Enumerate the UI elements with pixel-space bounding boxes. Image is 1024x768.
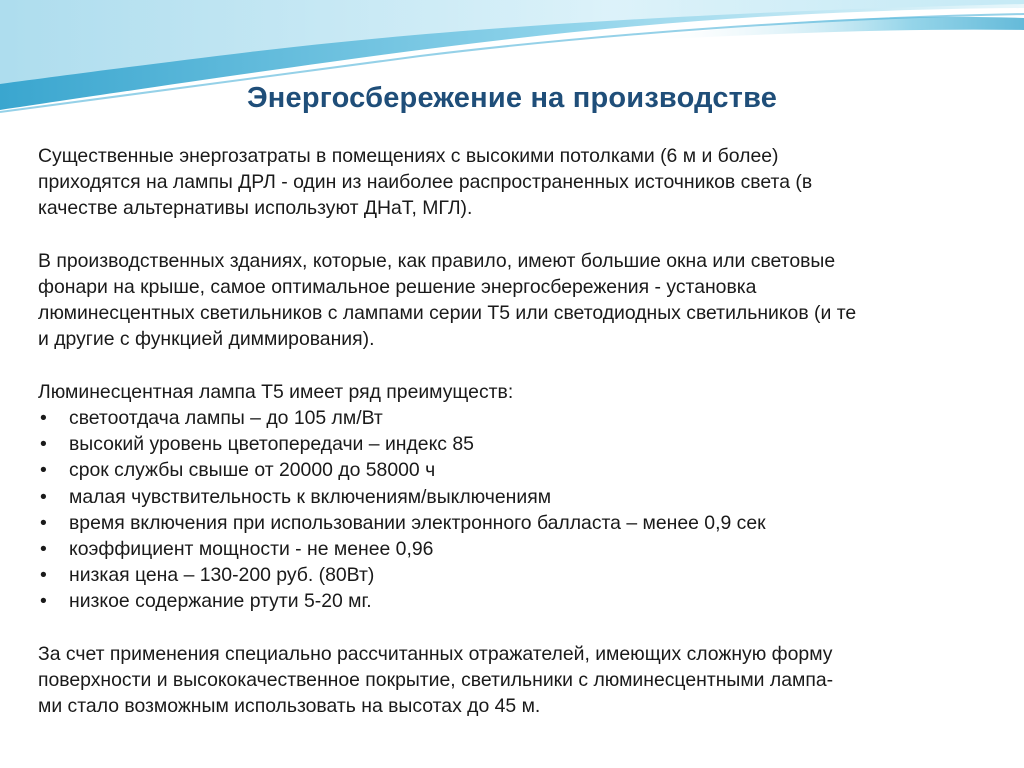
text-line: ми стало возможным использовать на высотах до 45 м. xyxy=(38,695,541,718)
list-item xyxy=(38,510,988,536)
list-item xyxy=(38,536,988,562)
bullet-icon: • xyxy=(40,564,47,587)
text-line: и другие с функцией диммирования). xyxy=(38,328,375,351)
text-line: фонари на крыше, самое оптимальное решение энергосбережения - установка xyxy=(38,276,757,298)
advantages-list xyxy=(38,405,988,615)
bullet-icon: • xyxy=(40,590,47,613)
list-intro: Люминесцентная лампа Т5 имеет ряд преимуществ: xyxy=(38,380,514,403)
list-item xyxy=(38,431,988,457)
list-item xyxy=(38,457,988,483)
text-line: приходятся на лампы ДРЛ - один из наиболее распространенных источников света (в xyxy=(38,171,813,194)
text-line: поверхности и высококачественное покрытие, светильники с люминесцентными лампа- xyxy=(38,669,834,692)
list-item xyxy=(38,588,988,614)
text-line: люминесцентных светильников с лампами серии Т5 или светодиодных светильников (и те xyxy=(38,302,857,325)
slide-title: Энергосбережение на производстве xyxy=(246,82,778,114)
bullet-icon: • xyxy=(40,433,47,456)
list-item-text: малая чувствительность к включениям/выключениям xyxy=(69,485,552,508)
spacer xyxy=(38,222,988,248)
bullet-icon: • xyxy=(40,511,47,534)
list-item xyxy=(38,562,988,588)
text-line: качестве альтернативы используют ДНаТ, МГЛ). xyxy=(38,197,473,220)
list-item-text: светоотдача лампы – до 105 лм/Вт xyxy=(69,407,383,429)
list-item-text: время включения при использовании электронного балласта – менее 0,9 сек xyxy=(69,511,766,534)
list-item-text: срок службы свыше от 20000 до 58000 ч xyxy=(69,459,436,482)
list-item-text: низкое содержание ртути 5-20 мг. xyxy=(69,590,372,613)
bullet-icon: • xyxy=(40,459,47,482)
list-item-text: высокий уровень цветопередачи – индекс 85 xyxy=(69,433,474,456)
paragraph-reflectors xyxy=(38,641,988,720)
list-item-text: коэффициент мощности - не менее 0,96 xyxy=(69,538,434,561)
list-item xyxy=(38,405,988,431)
slide-content xyxy=(38,143,988,719)
text-line: В производственных зданиях, которые, как правило, имеют большие окна или световые xyxy=(38,249,836,272)
bullet-icon: • xyxy=(40,407,47,429)
list-item-text: низкая цена – 130-200 руб. (80Вт) xyxy=(69,564,375,587)
list-item xyxy=(38,484,988,510)
spacer xyxy=(38,353,988,379)
bullet-icon: • xyxy=(40,485,47,508)
paragraph-buildings xyxy=(38,248,988,353)
bullet-icon: • xyxy=(40,538,47,561)
text-line: Существенные энергозатраты в помещениях с высокими потолками (6 м и более) xyxy=(38,145,779,167)
text-line: За счет применения специально рассчитанных отражателей, имеющих сложную форму xyxy=(38,642,833,665)
spacer xyxy=(38,615,988,641)
paragraph-ceilings xyxy=(38,143,988,222)
